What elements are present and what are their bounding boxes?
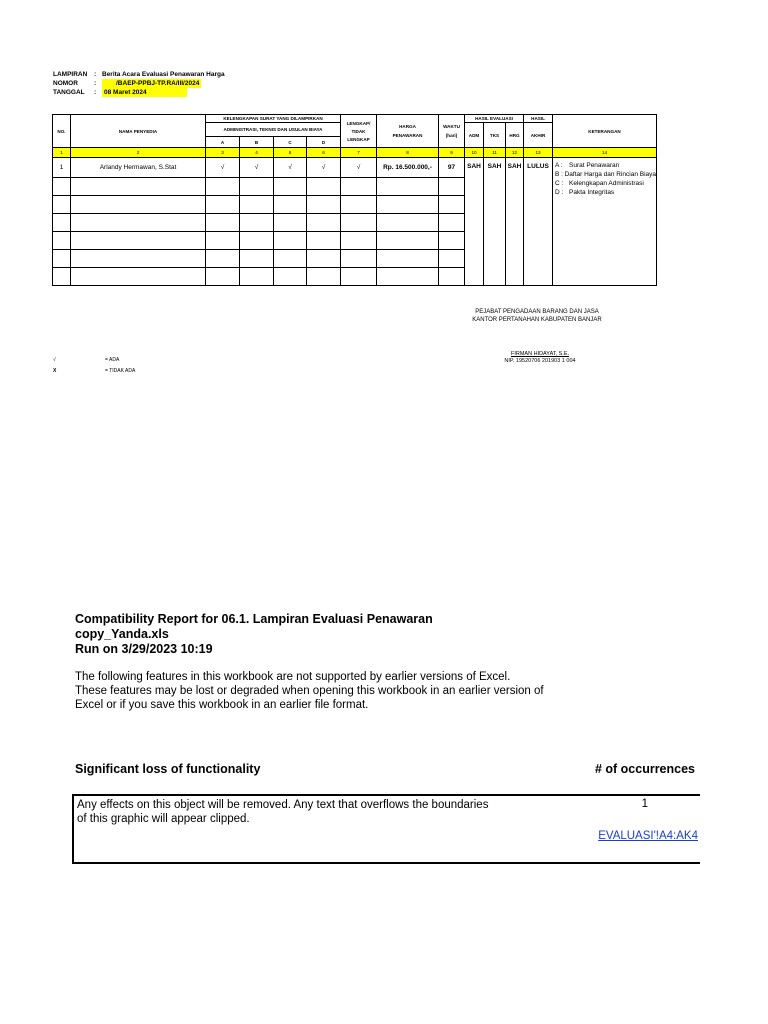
report-run-date: Run on 3/29/2023 10:19 [75, 642, 213, 656]
empty-cell [71, 250, 206, 268]
header-adm: ADM [465, 123, 484, 148]
tanggal-row [53, 88, 225, 97]
pejabat-name: FIRMAN HIDAYAT, S.E. [510, 351, 570, 357]
section-header [75, 762, 695, 776]
issue-text: Any effects on this object will be removed. Any text that overflows the boundaries of this graphic will appear clipped. [77, 799, 489, 825]
lampiran-row [53, 70, 225, 79]
row-nama-penyedia: Arlandy Hermawan, S.Stat [71, 158, 206, 178]
header-administrasi: ADMINISTRASI, TEKNIS DAN USULAN BIAYA [206, 123, 341, 137]
report-title: Compatibility Report for 06.1. Lampiran Evaluasi Penawaran copy_Yanda.xls [75, 612, 433, 641]
pejabat-block [462, 308, 612, 324]
colon: : [94, 80, 97, 87]
empty-cell [71, 196, 206, 214]
legend-text: = ADA [105, 357, 120, 363]
col-number: 11 [484, 148, 506, 158]
empty-cell [71, 268, 206, 286]
header-hasil-line2: AKHIR [524, 123, 553, 148]
empty-cell [341, 196, 377, 214]
header-a: A [206, 137, 240, 148]
row-lengkap: √ [341, 158, 377, 178]
legend-text: = TIDAK ADA [105, 368, 136, 374]
nomor-label: NOMOR [53, 80, 78, 87]
empty-cell [206, 250, 240, 268]
empty-cell [341, 232, 377, 250]
keterangan-key: B : [555, 171, 563, 178]
empty-cell [377, 214, 439, 232]
col-number: 3 [206, 148, 240, 158]
document-header [53, 70, 225, 97]
col-number: 6 [307, 148, 341, 158]
row-no: 1 [53, 158, 71, 178]
empty-cell [341, 214, 377, 232]
lampiran-value: Berita Acara Evaluasi Penawaran Harga [102, 71, 225, 78]
legend-item [53, 355, 135, 366]
keterangan-text: Daftar Harga dan Rincian Biaya [564, 171, 657, 178]
empty-cell [307, 268, 341, 286]
empty-cell [240, 232, 274, 250]
empty-cell [71, 178, 206, 196]
issue-location-link[interactable]: EVALUASI'!A4:AK4 [598, 830, 698, 842]
header-hasil-line1: HASIL [524, 115, 553, 123]
colon: : [94, 71, 97, 78]
signature-block [490, 351, 590, 365]
header-waktu-line2: (hari) [445, 133, 458, 138]
nomor-value: /BAEP-PPBJ-TP.RA/III/2024 [102, 79, 201, 88]
empty-cell [377, 250, 439, 268]
row-d: √ [307, 158, 341, 178]
empty-cell [240, 178, 274, 196]
header-c: C [274, 137, 307, 148]
table-row [53, 158, 657, 178]
header-keterangan: KETERANGAN [553, 115, 657, 148]
empty-cell [377, 232, 439, 250]
keterangan-text: Pakta Integritas [569, 189, 615, 196]
empty-cell [307, 214, 341, 232]
header-no: NO. [53, 115, 71, 148]
empty-cell [341, 268, 377, 286]
symbol-legend [53, 355, 135, 377]
col-number: 1 [53, 148, 71, 158]
empty-cell [439, 250, 465, 268]
pejabat-line1: PEJABAT PENGADAAN BARANG DAN JASA [475, 309, 599, 315]
keterangan-text: Kelengkapan Administrasi [569, 180, 644, 187]
col-number: 2 [71, 148, 206, 158]
header-hrg: HRG [506, 123, 524, 148]
pejabat-line2: KANTOR PERTANAHAN KABUPATEN BANJAR [472, 317, 602, 323]
header-waktu-line1: WAKTU [443, 124, 460, 129]
row-adm: SAH [465, 158, 484, 286]
empty-cell [274, 214, 307, 232]
keterangan-item [553, 188, 656, 197]
report-description: The following features in this workbook are not supported by earlier versions of Excel. These features may be lost or degraded when opening this workbook in an earlier version of Excel or if you save this workbook in an earlier file format. [75, 671, 544, 711]
tanggal-value: 08 Maret 2024 [102, 88, 187, 97]
empty-cell [341, 178, 377, 196]
empty-cell [307, 196, 341, 214]
empty-cell [206, 178, 240, 196]
header-b: B [240, 137, 274, 148]
empty-cell [206, 232, 240, 250]
header-hasil-evaluasi: HASIL EVALUASI [465, 115, 524, 123]
column-number-row [53, 148, 657, 158]
issue-box [72, 794, 700, 864]
keterangan-item [553, 161, 656, 170]
header-tks: TKS [484, 123, 506, 148]
keterangan-item [553, 170, 656, 179]
tanggal-label: TANGGAL [53, 89, 85, 96]
colon: : [94, 89, 97, 96]
keterangan-item [553, 179, 656, 188]
header-lengkap [341, 115, 377, 148]
keterangan-key: D : [555, 189, 564, 196]
header-nama-penyedia: NAMA PENYEDIA [71, 115, 206, 148]
col-number: 10 [465, 148, 484, 158]
empty-cell [377, 196, 439, 214]
row-a: √ [206, 158, 240, 178]
empty-cell [71, 214, 206, 232]
pejabat-nip: NIP. 19520706 201903 1 004 [504, 358, 576, 364]
section-title: Significant loss of functionality [75, 762, 261, 776]
row-tks: SAH [484, 158, 506, 286]
empty-cell [307, 178, 341, 196]
empty-cell [240, 196, 274, 214]
header-waktu [439, 115, 465, 148]
header-harga-line2: PENAWARAN [392, 133, 423, 138]
empty-cell [53, 178, 71, 196]
issue-count: 1 [641, 798, 648, 810]
col-number: 5 [274, 148, 307, 158]
empty-cell [274, 232, 307, 250]
col-number: 4 [240, 148, 274, 158]
check-icon: √ [53, 357, 56, 363]
empty-cell [53, 232, 71, 250]
col-number: 13 [524, 148, 553, 158]
header-lengkap-line1: LENGKAP/ [346, 120, 371, 126]
col-number: 9 [439, 148, 465, 158]
empty-cell [274, 178, 307, 196]
header-lengkap-line3: LENGKAP [347, 136, 370, 142]
empty-cell [439, 232, 465, 250]
nomor-row [53, 79, 225, 88]
empty-cell [240, 214, 274, 232]
empty-cell [439, 196, 465, 214]
legend-item [53, 366, 135, 377]
empty-cell [439, 214, 465, 232]
row-harga: Rp. 16.500.000,- [377, 158, 439, 178]
row-c: √ [274, 158, 307, 178]
row-b: √ [240, 158, 274, 178]
empty-cell [71, 232, 206, 250]
header-lengkap-line2: TIDAK [351, 128, 366, 134]
keterangan-key: A : [555, 162, 563, 169]
empty-cell [53, 196, 71, 214]
empty-cell [240, 250, 274, 268]
empty-cell [206, 268, 240, 286]
row-hasil-akhir: LULUS [524, 158, 553, 286]
col-number: 12 [506, 148, 524, 158]
header-harga [377, 115, 439, 148]
keterangan-list [553, 158, 657, 286]
row-hrg: SAH [506, 158, 524, 286]
empty-cell [341, 250, 377, 268]
keterangan-key: C : [555, 180, 564, 187]
empty-cell [206, 214, 240, 232]
empty-cell [307, 232, 341, 250]
empty-cell [307, 250, 341, 268]
empty-cell [439, 268, 465, 286]
col-number: 7 [341, 148, 377, 158]
evaluation-table [52, 114, 657, 286]
compatibility-report [75, 612, 545, 712]
empty-cell [53, 214, 71, 232]
empty-cell [240, 268, 274, 286]
empty-cell [274, 268, 307, 286]
col-number: 14 [553, 148, 657, 158]
header-d: D [307, 137, 341, 148]
empty-cell [377, 268, 439, 286]
header-harga-line1: HARGA [399, 124, 416, 129]
empty-cell [206, 196, 240, 214]
empty-cell [274, 250, 307, 268]
occurrences-header: # of occurrences [594, 762, 695, 776]
empty-cell [274, 196, 307, 214]
header-kelengkapan: KELENGKAPAN SURAT YANG DILAMPIRKAN [206, 115, 341, 123]
col-number: 8 [377, 148, 439, 158]
keterangan-text: Surat Penawaran [569, 162, 620, 169]
empty-cell [53, 268, 71, 286]
row-waktu: 97 [439, 158, 465, 178]
cross-icon: X [53, 368, 57, 374]
empty-cell [377, 178, 439, 196]
lampiran-label: LAMPIRAN [53, 71, 88, 78]
empty-cell [439, 178, 465, 196]
empty-cell [53, 250, 71, 268]
